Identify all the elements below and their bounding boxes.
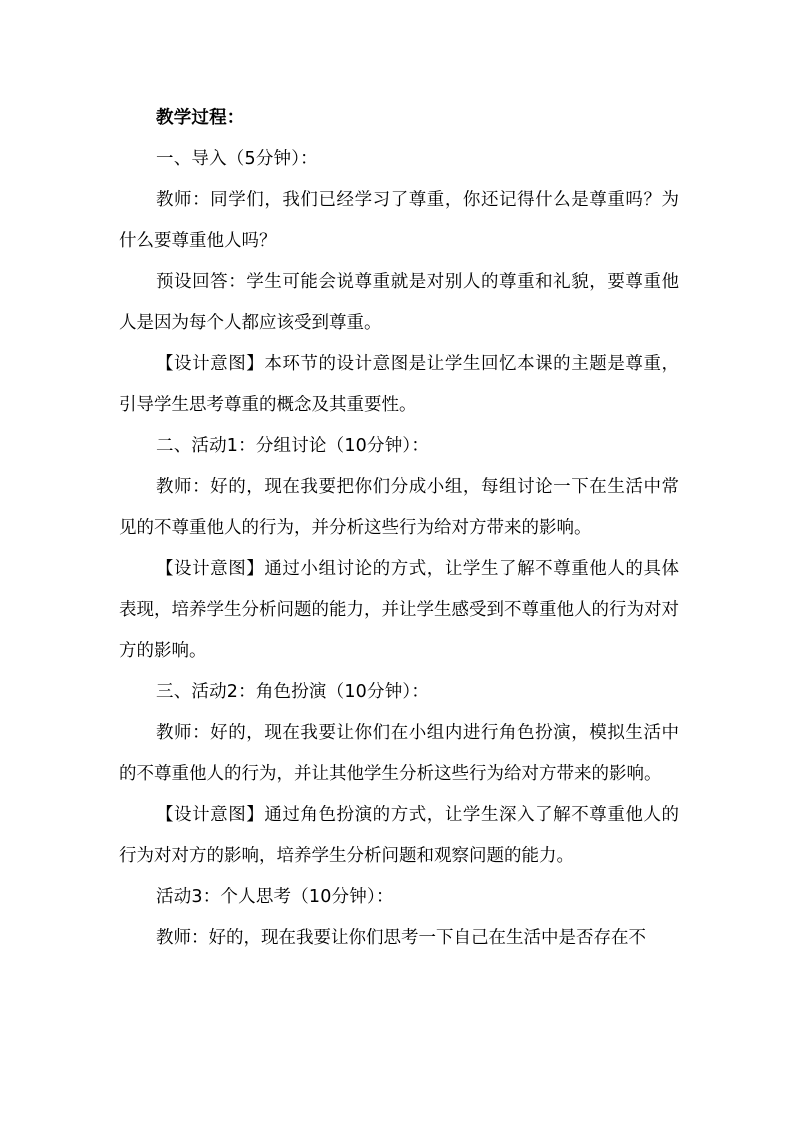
paragraph: 教师：好的，现在我要让你们思考一下自己在生活中是否存在不 xyxy=(156,928,646,948)
section-heading: 二、活动1：分组讨论（10分钟）： xyxy=(156,436,430,456)
paragraph: 【设计意图】通过小组讨论的方式，让学生了解不尊重他人的具体表现，培养学生分析问题的能力，并让学生感受到不尊重他人的行为对对方的影响。 xyxy=(119,559,679,661)
document-title: 教学过程： xyxy=(156,108,245,128)
document-page xyxy=(119,98,679,959)
section-heading: 一、导入（5分钟）： xyxy=(156,149,318,169)
section-heading: 活动3：个人思考（10分钟）： xyxy=(156,887,394,907)
paragraph: 【设计意图】本环节的设计意图是让学生回忆本课的主题是尊重，引导学生思考尊重的概念及其重要性。 xyxy=(119,354,679,415)
paragraph: 教师：好的，现在我要把你们分成小组，每组讨论一下在生活中常见的不尊重他人的行为，并分析这些行为给对方带来的影响。 xyxy=(119,477,679,538)
paragraph: 预设回答：学生可能会说尊重就是对别人的尊重和礼貌，要尊重他人是因为每个人都应该受到尊重。 xyxy=(119,272,679,333)
paragraph: 【设计意图】通过角色扮演的方式，让学生深入了解不尊重他人的行为对对方的影响，培养学生分析问题和观察问题的能力。 xyxy=(119,805,679,866)
section-heading: 三、活动2：角色扮演（10分钟）： xyxy=(156,682,430,702)
paragraph: 教师：好的，现在我要让你们在小组内进行角色扮演，模拟生活中的不尊重他人的行为，并让其他学生分析这些行为给对方带来的影响。 xyxy=(119,723,679,784)
paragraph: 教师：同学们，我们已经学习了尊重，你还记得什么是尊重吗？为什么要尊重他人吗？ xyxy=(119,190,679,251)
